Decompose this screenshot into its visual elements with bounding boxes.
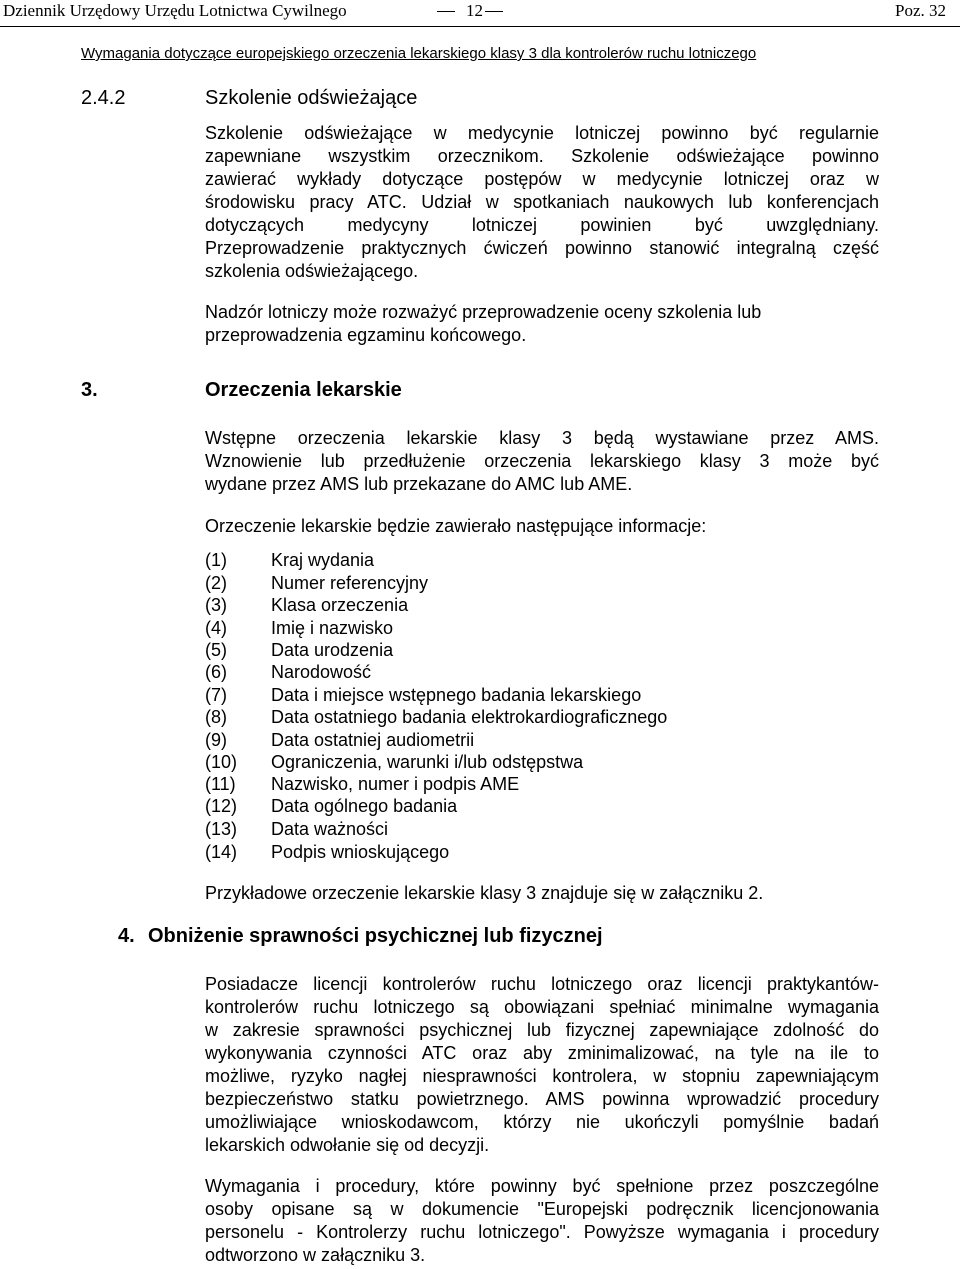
page-number-dash-right — [485, 11, 503, 12]
list-item-text: Klasa orzeczenia — [271, 595, 409, 615]
section-2-4-2-paragraph-2 — [205, 301, 879, 347]
paragraph-line: Przeprowadzenie praktycznych ćwiczeń powinno stanowić integralną część — [205, 238, 879, 258]
list-item-text: Imię i nazwisko — [271, 618, 394, 638]
journal-title: Dziennik Urzędowy Urzędu Lotnictwa Cywilnego — [3, 1, 347, 20]
list-item-number: (11) — [205, 774, 236, 794]
list-item-number: (4) — [205, 618, 227, 638]
paragraph-line: lekarskich odwołanie się od decyzji. — [205, 1135, 490, 1155]
paragraph-line: środowisku pracy ATC. Udział w spotkaniach naukowych lub konferencjach — [205, 192, 879, 212]
list-item-text: Data ważności — [271, 819, 389, 839]
paragraph-line: kontrolerów ruchu lotniczego są obowiązani spełniać minimalne wymagania — [205, 997, 879, 1017]
section-3-paragraph-1 — [205, 427, 879, 496]
paragraph-line: Posiadacze licencji kontrolerów ruchu lotniczego oraz licencji praktykantów- — [205, 974, 879, 994]
list-item-text: Narodowość — [271, 662, 372, 682]
document-subtitle: Wymagania dotyczące europejskiego orzeczenia lekarskiego klasy 3 dla kontrolerów ruchu lotniczego — [81, 45, 757, 62]
position-number: Poz. 32 — [895, 1, 946, 20]
list-item-text: Kraj wydania — [271, 550, 375, 570]
list-item-number: (7) — [205, 685, 227, 705]
list-item-number: (2) — [205, 573, 227, 593]
paragraph-line: personelu - Kontrolerzy ruchu lotniczego". Powyższe wymagania i procedury — [205, 1222, 879, 1242]
list-item-number: (1) — [205, 550, 227, 570]
paragraph-line: szkolenia odświeżającego. — [205, 261, 419, 281]
section-3-list-intro — [205, 515, 879, 538]
paragraph-line: Nadzór lotniczy może rozważyć przeprowadzenie oceny szkolenia lub — [205, 302, 762, 322]
list-item-number: (10) — [205, 752, 238, 772]
list-item-number: (14) — [205, 842, 238, 862]
section-4-title: Obniżenie sprawności psychicznej lub fizycznej — [148, 925, 603, 947]
paragraph-line: Wstępne orzeczenia lekarskie klasy 3 będą wystawiane przez AMS. — [205, 428, 879, 448]
page-number: 12 — [466, 1, 483, 20]
list-item-number: (6) — [205, 662, 227, 682]
paragraph-line: umożliwiające wnioskodawcom, którzy nie ukończyli pomyślnie badań — [205, 1112, 879, 1132]
paragraph-line: w zakresie sprawności psychicznej lub fizycznej zapewniające zdolność do — [205, 1020, 879, 1040]
list-item-number: (13) — [205, 819, 238, 839]
list-item-number: (12) — [205, 796, 238, 816]
list-item-number: (3) — [205, 595, 227, 615]
paragraph-line: bezpieczeństwo statku powietrznego. AMS powinna wprowadzić procedury — [205, 1089, 879, 1109]
list-item-text: Numer referencyjny — [271, 573, 429, 593]
paragraph-line: Wznowienie lub przedłużenie orzeczenia lekarskiego klasy 3 może być — [205, 451, 879, 471]
page-number-dash-left — [437, 11, 455, 12]
list-item-text: Podpis wnioskującego — [271, 842, 450, 862]
paragraph-line: odtworzono w załączniku 3. — [205, 1245, 426, 1265]
list-item-number: (9) — [205, 730, 227, 750]
list-item-text: Data ogólnego badania — [271, 796, 458, 816]
paragraph-line: Wymagania i procedury, które powinny być spełnione przez poszczególne — [205, 1176, 879, 1196]
list-item-number: (5) — [205, 640, 227, 660]
header-divider — [0, 26, 960, 27]
paragraph-line: Orzeczenie lekarskie będzie zawierało następujące informacje: — [205, 516, 707, 536]
list-item-text: Data urodzenia — [271, 640, 394, 660]
paragraph-line: możliwe, ryzyko nagłej niesprawności kontrolera, w stopniu zapewniającym — [205, 1066, 879, 1086]
section-2-4-2-number: 2.4.2 — [81, 87, 126, 109]
paragraph-line: zapewniane wszystkim orzecznikom. Szkolenie odświeżające powinno — [205, 146, 879, 166]
list-item-number: (8) — [205, 707, 227, 727]
section-4-number: 4. — [118, 925, 135, 947]
section-4-paragraph-1 — [205, 973, 879, 1157]
list-item-text: Nazwisko, numer i podpis AME — [271, 774, 520, 794]
paragraph-line: Przykładowe orzeczenie lekarskie klasy 3 znajduje się w załączniku 2. — [205, 883, 764, 903]
section-3-title: Orzeczenia lekarskie — [205, 379, 402, 401]
list-item-text: Data ostatniego badania elektrokardiograficznego — [271, 707, 668, 727]
section-2-4-2-title: Szkolenie odświeżające — [205, 87, 418, 109]
list-item-text: Data i miejsce wstępnego badania lekarskiego — [271, 685, 642, 705]
list-item-text: Ograniczenia, warunki i/lub odstępstwa — [271, 752, 584, 772]
list-item-text: Data ostatniej audiometrii — [271, 730, 475, 750]
paragraph-line: zawierać wykłady dotyczące postępów w medycynie lotniczej oraz w — [205, 169, 879, 189]
section-3-number: 3. — [81, 379, 98, 401]
paragraph-line: przeprowadzenia egzaminu końcowego. — [205, 325, 527, 345]
paragraph-line: Szkolenie odświeżające w medycynie lotniczej powinno być regularnie — [205, 123, 879, 143]
section-3-example-note — [205, 882, 879, 905]
section-4-paragraph-2 — [205, 1175, 879, 1267]
section-2-4-2-paragraph-1 — [205, 122, 879, 283]
paragraph-line: wydane przez AMS lub przekazane do AMC lub AME. — [205, 474, 633, 494]
paragraph-line: osoby opisane są w dokumencie "Europejski podręcznik licencjonowania — [205, 1199, 879, 1219]
paragraph-line: wykonywania czynności ATC oraz aby zminimalizować, na tyle na ile to — [205, 1043, 879, 1063]
paragraph-line: dotyczących medycyny lotniczej powinien być uwzględniany. — [205, 215, 879, 235]
